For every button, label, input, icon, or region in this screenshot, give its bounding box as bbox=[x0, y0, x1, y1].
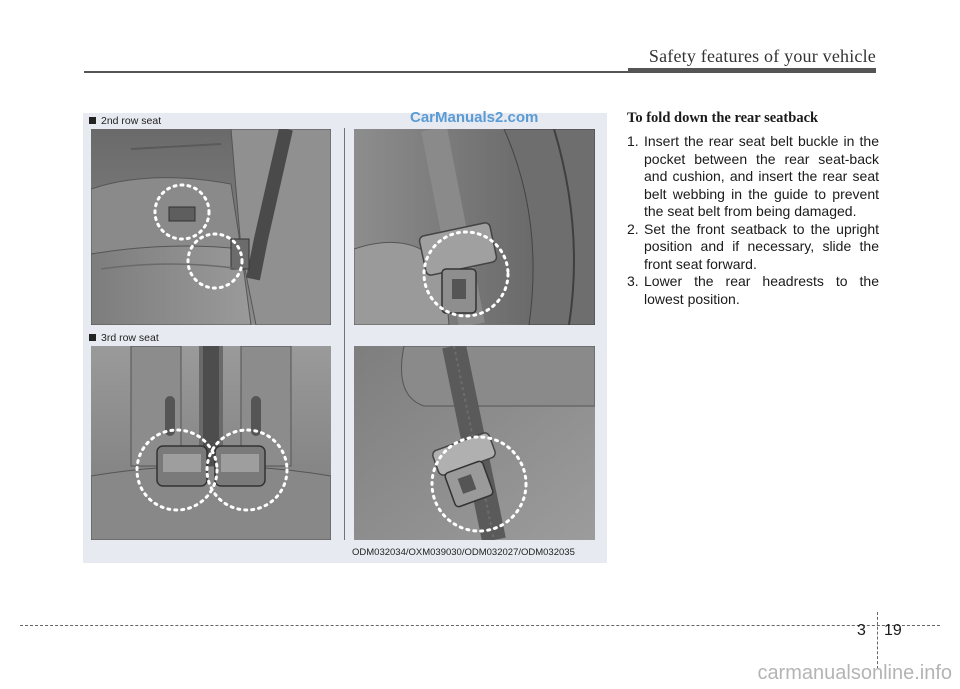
list-item bbox=[627, 221, 879, 274]
bullet-square-icon bbox=[89, 334, 96, 341]
step-number: 3. bbox=[627, 273, 639, 289]
page-number: 19 bbox=[884, 622, 902, 639]
watermark-carmanualsonline[interactable]: carmanualsonline.info bbox=[757, 662, 952, 684]
photo-belt-guide bbox=[354, 346, 595, 540]
step-text: Lower the rear headrests to the lowest position. bbox=[644, 273, 879, 307]
bullet-square-icon bbox=[89, 117, 96, 124]
instructions bbox=[627, 110, 879, 308]
step-list bbox=[627, 133, 879, 308]
step-number: 2. bbox=[627, 220, 639, 237]
caption-3rd-row bbox=[89, 332, 159, 344]
list-item bbox=[627, 273, 879, 308]
caption-2nd-row bbox=[89, 115, 161, 127]
photo-2nd-row-seat bbox=[91, 129, 331, 325]
header-rule-accent bbox=[628, 68, 876, 73]
caption-3rd-row-text: 3rd row seat bbox=[101, 332, 159, 344]
page-number-divider bbox=[877, 612, 878, 669]
caption-2nd-row-text: 2nd row seat bbox=[101, 115, 162, 127]
page-section: 3 bbox=[857, 622, 866, 639]
figure-code: ODM032034/OXM039030/ODM032027/ODM032035 bbox=[352, 547, 575, 558]
watermark-carmanuals2[interactable]: CarManuals2.com bbox=[410, 109, 539, 126]
step-text: Insert the rear seat belt buckle in the pocket between the rear seat-back and cushion, and insert the rear seat belt webbing in the guide to prevent the seat belt from being damaged. bbox=[644, 133, 879, 219]
list-item bbox=[627, 133, 879, 221]
photo-3rd-row-seat bbox=[91, 346, 331, 540]
header-title: Safety features of your vehicle bbox=[648, 46, 876, 66]
step-number: 1. bbox=[627, 133, 639, 149]
figure-divider bbox=[344, 128, 345, 540]
photo-buckle-pocket bbox=[354, 129, 595, 325]
step-text: Set the front seatback to the upright position and if necessary, slide the front seat forward. bbox=[644, 220, 879, 272]
footer-rule bbox=[20, 625, 940, 626]
section-heading: To fold down the rear seatback bbox=[627, 110, 819, 126]
